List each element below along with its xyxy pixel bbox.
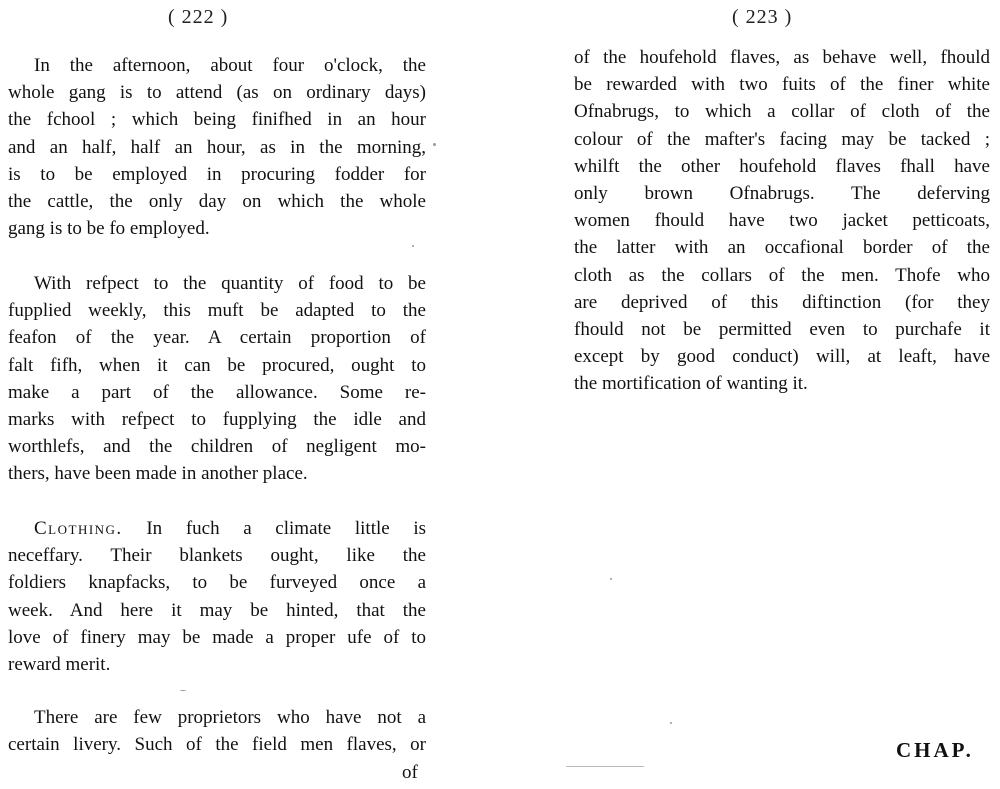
text-line: certain livery. Such of the field men flaves, or xyxy=(8,734,426,756)
paragraph-food xyxy=(8,270,426,488)
paragraph-livery-continued xyxy=(574,44,990,398)
paragraph-clothing xyxy=(8,515,426,678)
text-line: neceffary. Their blankets ought, like the xyxy=(8,545,426,567)
text-line: In the afternoon, about four o'clock, the xyxy=(34,55,426,76)
text-line: whilft the other houfehold flaves fhall have xyxy=(574,155,990,177)
text-line: reward merit. xyxy=(8,654,111,676)
text-line: is to be employed in procuring fodder for xyxy=(8,163,426,185)
text-line-rest: In fuch a climate little is xyxy=(146,518,427,539)
section-heading-clothing: Clothing. xyxy=(34,518,123,539)
text-line: worthlefs, and the children of negligent mo- xyxy=(8,436,426,458)
ink-speck xyxy=(566,766,644,767)
text-line: women fhould have two jacket petticoats, xyxy=(574,210,990,232)
text-line: love of finery may be made a proper ufe of to xyxy=(8,626,426,648)
text-line: only brown Ofnabrugs. The deferving xyxy=(574,183,990,205)
text-line: fupplied weekly, this muft be adapted to the xyxy=(8,300,426,322)
text-line: the cattle, the only day on which the whole xyxy=(8,191,426,213)
text-line: the fchool ; which being finifhed in an hour xyxy=(8,109,426,131)
text-line: thers, have been made in another place. xyxy=(8,463,308,485)
text-line: except by good conduct) will, at leaft, have xyxy=(574,346,990,368)
ink-speck xyxy=(670,722,672,724)
text-line: colour of the mafter's facing may be tacked ; xyxy=(574,128,990,150)
left-page xyxy=(0,0,440,789)
text-line: There are few proprietors who have not a xyxy=(34,707,426,728)
paragraph-livery xyxy=(8,704,426,758)
page-number-223: ( 223 ) xyxy=(732,6,793,28)
page-number-222: ( 222 ) xyxy=(168,6,229,28)
right-page xyxy=(566,0,1000,789)
text-line: cloth as the collars of the men. Thofe who xyxy=(574,264,990,286)
ink-speck xyxy=(180,690,186,691)
ink-speck xyxy=(610,578,612,580)
catchword: of xyxy=(402,762,418,783)
text-line: With refpect to the quantity of food to be xyxy=(34,273,426,294)
text-line: be rewarded with two fuits of the finer white xyxy=(574,74,990,96)
text-line: whole gang is to attend (as on ordinary days) xyxy=(8,82,426,104)
text-line: foldiers knapfacks, to be furveyed once a xyxy=(8,572,426,594)
text-line: fhould not be permitted even to purchafe it xyxy=(574,319,990,341)
text-line: make a part of the allowance. Some re- xyxy=(8,381,426,403)
text-line: feafon of the year. A certain proportion of xyxy=(8,327,426,349)
text-line xyxy=(8,515,426,542)
text-line: the mortification of wanting it. xyxy=(574,373,808,395)
paragraph-afternoon xyxy=(8,52,426,242)
text-line: of the houfehold flaves, as behave well, fhould xyxy=(574,47,990,68)
text-line: gang is to be fo employed. xyxy=(8,218,210,240)
catchword: CHAP. xyxy=(896,738,974,762)
text-line: Ofnabrugs, to which a collar of cloth of the xyxy=(574,101,990,123)
ink-speck xyxy=(433,143,436,146)
text-line: falt fifh, when it can be procured, ought to xyxy=(8,354,426,376)
text-line: week. And here it may be hinted, that the xyxy=(8,599,426,621)
text-line: are deprived of this diftinction (for they xyxy=(574,291,990,313)
text-line: the latter with an occafional border of the xyxy=(574,237,990,259)
text-line: marks with refpect to fupplying the idle and xyxy=(8,409,426,431)
ink-speck xyxy=(412,245,414,247)
text-line: and an half, half an hour, as in the morning, xyxy=(8,136,426,158)
